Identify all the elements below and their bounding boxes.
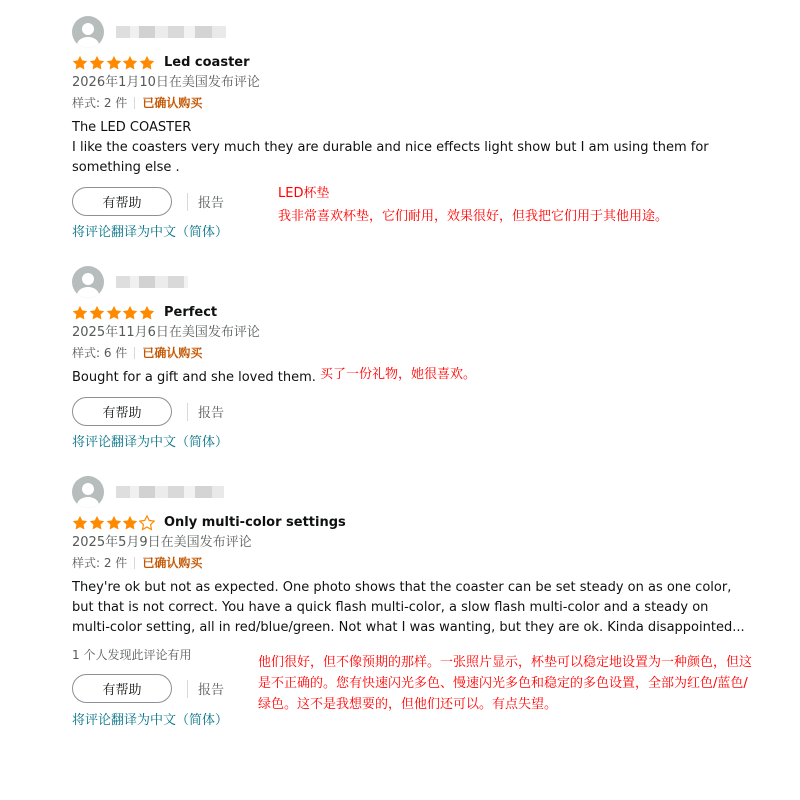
blurred-reviewer-name bbox=[116, 276, 188, 288]
translate-review-link[interactable]: 将评论翻译为中文（简体） bbox=[72, 225, 229, 240]
review-variant-row bbox=[72, 554, 202, 572]
avatar-head bbox=[82, 483, 94, 495]
star-filled-icon bbox=[122, 305, 138, 321]
star-filled-icon bbox=[106, 515, 122, 531]
review-title[interactable]: Led coaster bbox=[163, 55, 250, 70]
star-filled-icon bbox=[89, 515, 105, 531]
star-filled-icon bbox=[122, 515, 138, 531]
translation-annotation-body: 买了一份礼物，她很喜欢。 bbox=[320, 367, 477, 382]
style-info: 样式: 2 件 bbox=[72, 556, 128, 570]
style-info: 样式: 2 件 bbox=[72, 96, 128, 110]
star-rating bbox=[72, 305, 156, 321]
reviewer-profile[interactable] bbox=[72, 266, 188, 298]
star-rating bbox=[72, 515, 156, 531]
helpful-button[interactable]: 有帮助 bbox=[72, 397, 172, 426]
review-title-row bbox=[72, 54, 250, 72]
verified-purchase-badge: 已确认购买 bbox=[142, 346, 203, 360]
review-actions bbox=[72, 396, 224, 427]
star-filled-icon bbox=[106, 305, 122, 321]
star-filled-icon bbox=[89, 55, 105, 71]
report-link[interactable]: 报告 bbox=[198, 406, 225, 421]
avatar-head bbox=[82, 273, 94, 285]
style-divider bbox=[134, 557, 135, 569]
review-title-row bbox=[72, 304, 217, 322]
helpful-button[interactable]: 有帮助 bbox=[72, 674, 172, 703]
review-2 bbox=[72, 266, 762, 456]
review-body bbox=[72, 118, 722, 178]
verified-purchase-badge: 已确认购买 bbox=[142, 556, 203, 570]
review-actions bbox=[72, 186, 224, 217]
review-title-row bbox=[72, 514, 346, 532]
star-empty-icon bbox=[139, 515, 155, 531]
review-variant-row bbox=[72, 344, 202, 362]
review-title[interactable]: Perfect bbox=[163, 305, 218, 320]
avatar-shoulders bbox=[77, 287, 99, 298]
avatar[interactable] bbox=[72, 266, 104, 298]
translate-review-link[interactable]: 将评论翻译为中文（简体） bbox=[72, 713, 229, 728]
star-filled-icon bbox=[89, 305, 105, 321]
reviewer-profile[interactable] bbox=[72, 16, 226, 48]
review-body bbox=[72, 578, 746, 638]
review-title[interactable]: Only multi-color settings bbox=[163, 515, 346, 530]
translation-annotation-body: 我非常喜欢杯垫，它们耐用，效果很好，但我把它们用于其他用途。 bbox=[278, 209, 669, 224]
translation-annotation-title: LED杯垫 bbox=[278, 186, 330, 201]
review-variant-row bbox=[72, 94, 202, 112]
star-filled-icon bbox=[72, 515, 88, 531]
avatar-shoulders bbox=[77, 497, 99, 508]
action-divider bbox=[187, 403, 188, 421]
avatar-shoulders bbox=[77, 37, 99, 48]
report-link[interactable]: 报告 bbox=[198, 196, 225, 211]
review-date: 2025年11月6日在美国发布评论 bbox=[72, 325, 260, 340]
blurred-reviewer-name bbox=[116, 26, 226, 38]
review-date: 2026年1月10日在美国发布评论 bbox=[72, 75, 260, 90]
avatar[interactable] bbox=[72, 476, 104, 508]
review-actions bbox=[72, 673, 224, 704]
verified-purchase-badge: 已确认购买 bbox=[142, 96, 203, 110]
star-filled-icon bbox=[106, 55, 122, 71]
star-filled-icon bbox=[72, 305, 88, 321]
star-filled-icon bbox=[72, 55, 88, 71]
star-filled-icon bbox=[122, 55, 138, 71]
review-body-line: The LED COASTER bbox=[72, 120, 192, 135]
helpful-count: 1 个人发现此评论有用 bbox=[72, 648, 192, 662]
action-divider bbox=[187, 193, 188, 211]
translate-review-link[interactable]: 将评论翻译为中文（简体） bbox=[72, 435, 229, 450]
reviewer-profile[interactable] bbox=[72, 476, 224, 508]
style-divider bbox=[134, 347, 135, 359]
review-date: 2025年5月9日在美国发布评论 bbox=[72, 535, 252, 550]
style-info: 样式: 6 件 bbox=[72, 346, 128, 360]
style-divider bbox=[134, 97, 135, 109]
translation-annotation-body: 他们很好，但不像预期的那样。一张照片显示，杯垫可以稳定地设置为一种颜色，但这是不正确的。您有快速闪光多色、慢速闪光多色和稳定的多色设置，全部为红色/蓝色/绿色。这不是我想要的，但他们还可以。有点失望。 bbox=[258, 655, 753, 712]
avatar-head bbox=[82, 23, 94, 35]
review-body-line: I like the coasters very much they are durable and nice effects light show but I am using them for something else . bbox=[72, 140, 709, 175]
review-body-line: Bought for a gift and she loved them. bbox=[72, 370, 316, 385]
blurred-reviewer-name bbox=[116, 486, 224, 498]
action-divider bbox=[187, 680, 188, 698]
star-filled-icon bbox=[139, 55, 155, 71]
star-filled-icon bbox=[139, 305, 155, 321]
review-body-line: They're ok but not as expected. One photo shows that the coaster can be set steady on as one color, but that is not correct. You have a quick flash multi-color, a slow flash multi-color and a steady on multi-color setting, all in red/blue/green. Not what I was wanting, but they are ok. Kinda disappointed... bbox=[72, 580, 745, 635]
star-rating bbox=[72, 55, 156, 71]
helpful-button[interactable]: 有帮助 bbox=[72, 187, 172, 216]
report-link[interactable]: 报告 bbox=[198, 683, 225, 698]
avatar[interactable] bbox=[72, 16, 104, 48]
